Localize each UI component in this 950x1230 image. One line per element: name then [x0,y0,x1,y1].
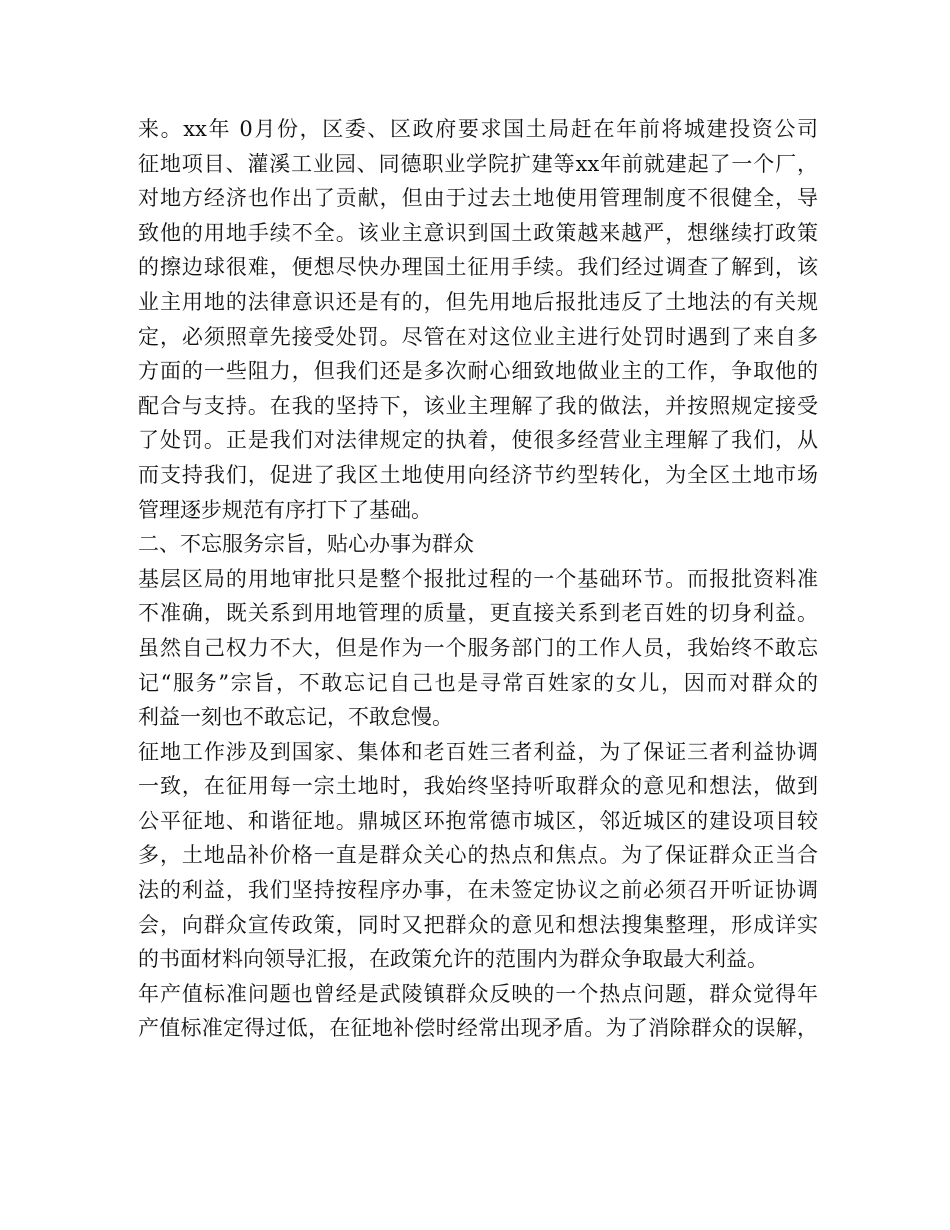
section-heading: 二、不忘服务宗旨，贴心办事为群众 [138,532,474,557]
text-line: 致他的用地手续不全。该业主意识到国土政策越来越严，想继续打政策 [138,220,818,245]
text-line: 定，必须照章先接受处罚。尽管在对这位业主进行处罚时遇到了来自多 [138,324,818,349]
text-line: 记“服务”宗旨，不敢忘记自己也是寻常百姓家的女儿，因而对群众的 [138,670,818,695]
text-line: 不准确，既关系到用地管理的质量，更直接关系到老百姓的切身利益。 [138,601,818,626]
text-line: 方面的一些阻力，但我们还是多次耐心细致地做业主的工作，争取他的 [138,359,818,384]
text-line: 多，土地品补价格一直是群众关心的热点和焦点。为了保证群众正当合 [138,843,818,868]
text-line: 公平征地、和谐征地。鼎城区环抱常德市城区，邻近城区的建设项目较 [138,808,818,833]
text-line: 业主用地的法律意识还是有的，但先用地后报批违反了土地法的有关规 [138,289,818,314]
text-line: 会，向群众宣传政策，同时又把群众的意见和想法搜集整理，形成详实 [138,912,818,937]
text-line: 配合与支持。在我的坚持下，该业主理解了我的做法，并按照规定接受 [138,393,818,418]
text-line: 征地工作涉及到国家、集体和老百姓三者利益，为了保证三者利益协调 [138,739,818,764]
text-line: 来。xx年 0月份，区委、区政府要求国土局赶在年前将城建投资公司 [138,117,818,141]
document-body [138,112,818,1046]
text-line: 的书面材料向领导汇报，在政策允许的范围内为群众争取最大利益。 [138,947,768,972]
text-line: 法的利益，我们坚持按程序办事，在未签定协议之前必须召开听证协调 [138,878,818,903]
text-line: 一致，在征用每一宗土地时，我始终坚持听取群众的意见和想法，做到 [138,774,818,799]
text-line: 管理逐步规范有序打下了基础。 [138,497,432,522]
text-line: 利益一刻也不敢忘记，不敢怠慢。 [138,705,453,730]
text-line: 虽然自己权力不大，但是作为一个服务部门的工作人员，我始终不敢忘 [138,635,818,660]
text-line: 了处罚。正是我们对法律规定的执着，使很多经营业主理解了我们，从 [138,428,818,453]
text-line: 的擦边球很难，便想尽快办理国土征用手续。我们经过调查了解到，该 [138,255,818,280]
text-line: 基层区局的用地审批只是整个报批过程的一个基础环节。而报批资料准 [138,566,818,591]
text-line: 年产值标准问题也曾经是武陵镇群众反映的一个热点问题，群众觉得年 [138,981,818,1006]
text-line: 而支持我们，促进了我区土地使用向经济节约型转化，为全区土地市场 [138,462,818,487]
text-line: 产值标准定得过低，在征地补偿时经常出现矛盾。为了消除群众的误解， [138,1016,818,1041]
text-line: 征地项目、灌溪工业园、同德职业学院扩建等xx年前就建起了一个厂， [138,151,818,176]
text-line: 对地方经济也作出了贡献，但由于过去土地使用管理制度不很健全，导 [138,186,818,211]
